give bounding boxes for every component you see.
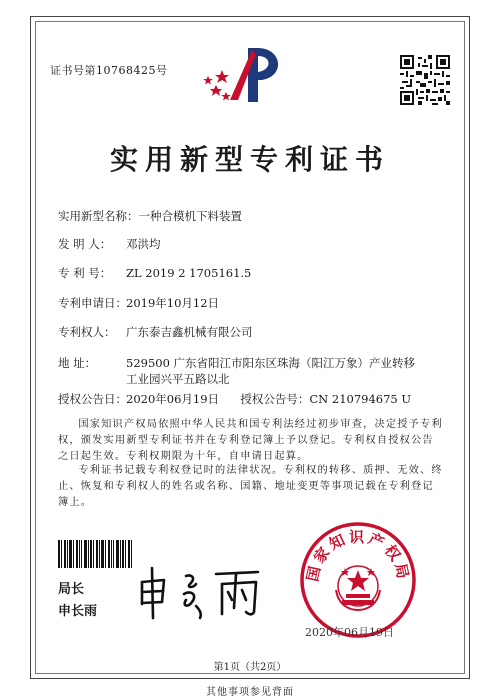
official-seal-icon xyxy=(298,520,418,640)
page-number: 第1页（共2页） xyxy=(213,662,287,673)
inventor-value: 邓洪均 xyxy=(126,237,161,251)
footer-note: 其他事项参见背面 xyxy=(206,687,294,698)
address-label: 地 址： xyxy=(58,356,97,370)
patentee-value: 广东泰吉鑫机械有限公司 xyxy=(126,325,253,339)
utility-model-name-value: 一种合模机下料装置 xyxy=(138,209,242,223)
qr-code-icon xyxy=(400,55,450,105)
grant-date-value: 2020年06月19日 xyxy=(126,392,220,406)
utility-model-name-row xyxy=(58,208,242,224)
legal-status-paragraph: 专利证书记载专利权登记时的法律状况。专利权的转移、质押、无效、终止、恢复和专利权人的姓名或名称、国籍、地址变更等事项记载在专利登记簿上。 xyxy=(58,465,443,508)
grant-number-label: 授权公告号： xyxy=(240,392,310,406)
patent-number-label: 专 利 号： xyxy=(58,266,112,280)
director-name: 申长雨 xyxy=(58,604,98,619)
patent-number-row xyxy=(58,265,251,281)
certificate-title: 实用新型专利证书 xyxy=(109,143,390,176)
grant-statement-paragraph: 国家知识产权局依照中华人民共和国专利法经过初步审查，决定授予专利权，颁发实用新型专利证书并在专利登记簿上予以登记。专利权自授权公告之日起生效。专利权期限为十年，自申请日起算。 xyxy=(58,419,443,462)
seal-text: 国家知识产权局 xyxy=(303,528,413,584)
grant-date-label: 授权公告日： xyxy=(58,392,127,406)
seal-date: 2020年06月19日 xyxy=(305,626,394,639)
grant-row xyxy=(58,391,411,407)
patent-number-value: ZL 2019 2 1705161.5 xyxy=(126,266,252,280)
patentee-row xyxy=(58,324,253,340)
cnipa-logo-icon xyxy=(200,40,290,110)
inventor-row xyxy=(58,236,161,252)
address-line-2: 工业园兴平五路以北 xyxy=(126,372,230,386)
director-signature xyxy=(130,560,280,620)
address-line-1: 529500 广东省阳江市阳东区珠海（阳江万象）产业转移 xyxy=(126,356,416,370)
certificate-number: 证书号第10768425号 xyxy=(50,64,168,77)
filing-date-row xyxy=(58,295,219,311)
filing-date-label: 专利申请日： xyxy=(58,296,127,310)
patentee-label: 专利权人： xyxy=(58,325,116,339)
grant-number-value: CN 210794675 U xyxy=(309,392,412,406)
filing-date-value: 2019年10月12日 xyxy=(126,296,220,310)
director-title: 局长 xyxy=(58,582,85,597)
address-row xyxy=(58,355,415,371)
barcode-icon xyxy=(58,540,132,568)
utility-model-name-label: 实用新型名称： xyxy=(58,209,139,223)
inventor-label: 发 明 人： xyxy=(58,237,112,251)
